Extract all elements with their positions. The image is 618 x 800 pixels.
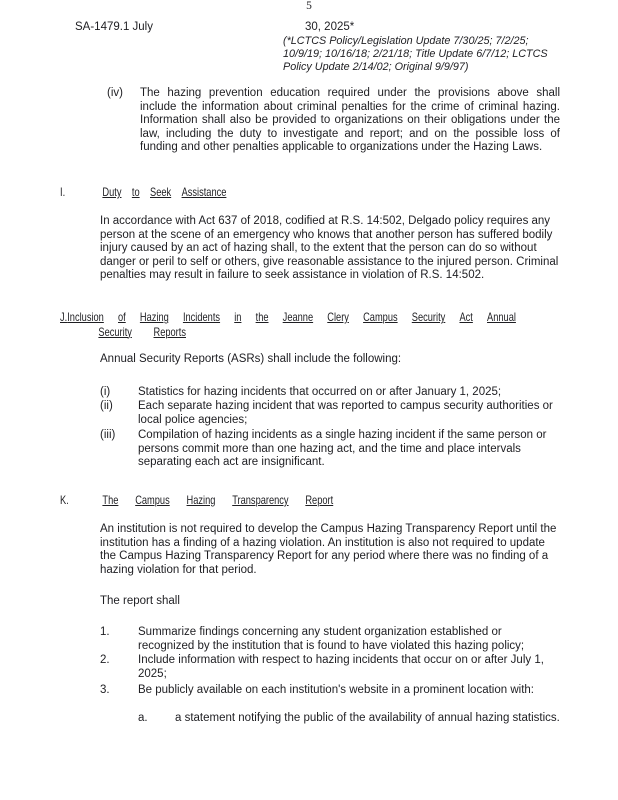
paragraph-iv-text: The hazing prevention education required under the provisions above shall include the information about criminal penalties for the crime of criminal hazing. Information shall also be provided to organizations on their obligations under the law, including the duty to investigate and report; and on the possible loss of funding and other penalties applicable to organizations under the Hazing Laws. [140, 87, 560, 154]
section-k-body: An institution is not required to develop the Campus Hazing Transparency Report until the institution has a finding of a hazing violation. An institution is also not required to update the Campus Hazing Transparency Report for any period where there was no finding of a hazing violation for that period. [100, 523, 557, 576]
list-item-marker: (iii) [100, 429, 116, 441]
list-item-k-1 [100, 626, 560, 653]
section-j-heading [60, 311, 516, 340]
list-subitem-a [138, 712, 560, 726]
list-item-text: a statement notifying the public of the availability of annual hazing statistics. [175, 712, 560, 724]
list-item-text: Statistics for hazing incidents that occurred on or after January 1, 2025; [138, 386, 502, 398]
list-item-j-i [100, 386, 560, 400]
list-item-j-ii [100, 400, 560, 427]
revision-note-line: Policy Update 2/14/02; Original 9/9/97) [283, 61, 469, 74]
section-k-report-line: The report shall [100, 595, 180, 607]
list-item-marker: (ii) [100, 400, 113, 412]
page-number: 5 [306, 0, 312, 12]
section-j-title-line2: Security Reports [98, 325, 186, 339]
section-k-letter: K. [60, 494, 69, 507]
list-item-marker: 1. [100, 626, 110, 638]
list-item-marker: 3. [100, 684, 110, 696]
doc-date: 30, 2025* [305, 21, 355, 33]
revision-note-line: 10/9/19; 10/16/18; 2/21/18; Title Update 6/7/12; LCTCS [283, 48, 548, 61]
paragraph-iv [107, 87, 560, 155]
paragraph-iv-marker: (iv) [107, 87, 123, 99]
list-item-text: Summarize findings concerning any student organization established or recognized by the institution that is found to have violated this hazing policy; [138, 626, 525, 652]
revision-note-line: (*LCTCS Policy/Legislation Update 7/30/25; 7/2/25; [283, 35, 529, 47]
section-k-heading [60, 494, 333, 508]
list-item-k-2 [100, 654, 560, 681]
list-item-marker: a. [138, 712, 148, 724]
list-item-marker: 2. [100, 654, 110, 666]
list-item-text: Include information with respect to hazing incidents that occur on or after July 1, 2025; [138, 654, 544, 680]
section-j-letter: J. [60, 311, 68, 324]
list-item-marker: (i) [100, 386, 111, 398]
section-j-intro: Annual Security Reports (ASRs) shall include the following: [100, 353, 402, 365]
list-item-j-iii [100, 429, 560, 470]
doc-number: SA-1479.1 July [75, 21, 153, 33]
list-item-text: Be publicly available on each institution's website in a prominent location with: [138, 684, 534, 696]
section-i-title: Duty to Seek Assistance [102, 186, 227, 199]
list-item-text: Compilation of hazing incidents as a single hazing incident if the same person or persons commit more than one hazing act, and the time and place intervals separating each act are insignificant. [138, 429, 547, 469]
section-i-heading [60, 186, 226, 200]
revision-note [283, 35, 593, 75]
section-i-body: In accordance with Act 637 of 2018, codified at R.S. 14:502, Delgado policy requires any person at the scene of an emergency who knows that another person has suffered bodily injury caused by an act of hazing shall, to the extent that the person can do so without danger or peril to self or others, give reasonable assistance to the injured person. Criminal penalties may result in failure to seek assistance in violation of R.S. 14:502. [100, 215, 559, 282]
section-i-letter: I. [60, 186, 66, 199]
section-j-title-line1: Inclusion of Hazing Incidents in the Jeanne Clery Campus Security Act Annual [67, 311, 516, 324]
list-item-k-3 [100, 684, 560, 698]
list-item-text: Each separate hazing incident that was reported to campus security authorities or local police agencies; [138, 400, 553, 426]
section-k-title: The Campus Hazing Transparency Report [102, 494, 334, 507]
